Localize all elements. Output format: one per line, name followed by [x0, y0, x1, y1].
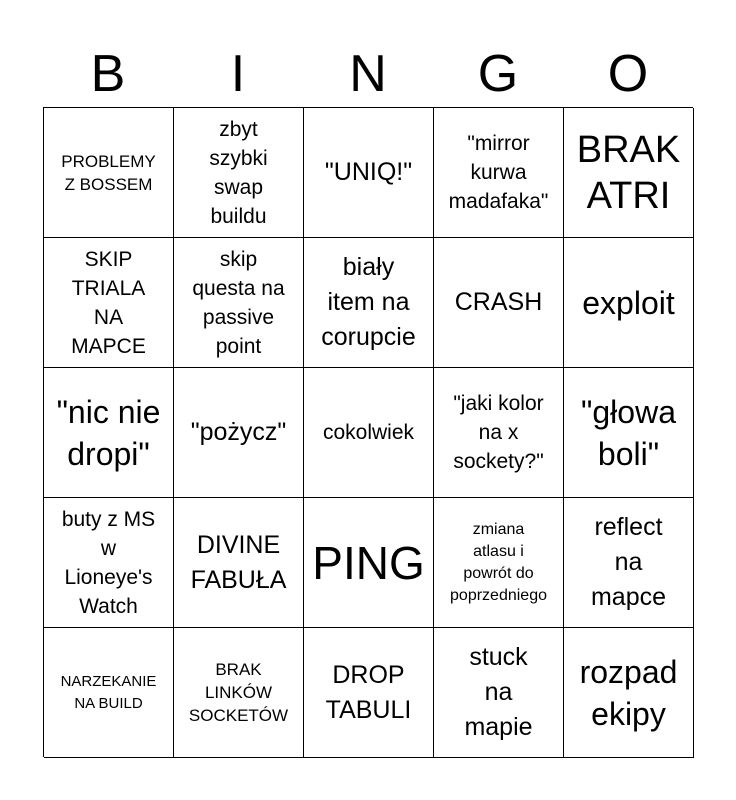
- bingo-cell[interactable]: [44, 628, 174, 758]
- bingo-cell[interactable]: [304, 108, 434, 238]
- bingo-cell-text: "UNIQ!": [324, 158, 413, 186]
- bingo-header: [43, 40, 693, 108]
- bingo-cell[interactable]: [44, 238, 174, 368]
- bingo-cell[interactable]: [564, 238, 694, 368]
- header-letter-g: G: [477, 45, 519, 103]
- bingo-cell[interactable]: [564, 368, 694, 498]
- bingo-cell-text: DROP TABULI: [325, 660, 412, 724]
- bingo-cell-text: NARZEKANIE NA BUILD: [60, 672, 157, 712]
- bingo-cell[interactable]: [44, 498, 174, 628]
- header-letter-b: B: [90, 45, 126, 103]
- bingo-cell-text: zmiana atlasu i powrót do poprzedniego: [450, 520, 547, 604]
- bingo-cell[interactable]: [564, 498, 694, 628]
- bingo-cell-text: BRAK LINKÓW SOCKETÓW: [188, 660, 289, 725]
- bingo-cell[interactable]: [174, 108, 304, 238]
- bingo-cell[interactable]: [434, 628, 564, 758]
- bingo-cell[interactable]: [434, 238, 564, 368]
- bingo-cell[interactable]: [44, 108, 174, 238]
- bingo-cell-text: stuck na mapie: [464, 643, 533, 741]
- bingo-cell-text: skip questa na passive point: [192, 247, 285, 358]
- header-letter-i: I: [230, 45, 246, 103]
- bingo-cell-text: SKIP TRIALA NA MAPCE: [71, 247, 146, 358]
- bingo-cell-text: reflect na mapce: [590, 513, 667, 611]
- bingo-cell-text: PROBLEMY Z BOSSEM: [61, 151, 156, 194]
- header-letter-n: N: [349, 45, 387, 103]
- bingo-cell[interactable]: [174, 498, 304, 628]
- bingo-cell-text: PING: [312, 536, 425, 589]
- bingo-cell-text: "jaki kolor na x sockety?": [453, 392, 544, 473]
- bingo-cell[interactable]: [564, 108, 694, 238]
- bingo-cell-text: BRAK ATRI: [576, 128, 681, 217]
- bingo-cell[interactable]: [174, 238, 304, 368]
- bingo-cell-text: DIVINE FABUŁA: [190, 530, 287, 594]
- bingo-cell[interactable]: [304, 498, 434, 628]
- bingo-cell-text: "głowa boli": [581, 393, 676, 472]
- bingo-cell-text: zbyt szybki swap buildu: [209, 117, 268, 228]
- bingo-cell[interactable]: [174, 628, 304, 758]
- bingo-cell-text: "nic nie dropi": [56, 393, 161, 472]
- bingo-cell-text: buty z MS w Lioneye's Watch: [61, 507, 156, 618]
- bingo-cell[interactable]: [434, 498, 564, 628]
- bingo-cell[interactable]: [44, 368, 174, 498]
- bingo-cell[interactable]: [174, 368, 304, 498]
- bingo-cell[interactable]: [564, 628, 694, 758]
- bingo-cell[interactable]: [304, 628, 434, 758]
- bingo-board: [43, 107, 693, 757]
- bingo-cell-text: rozpad ekipy: [579, 653, 678, 732]
- bingo-cell[interactable]: [304, 368, 434, 498]
- bingo-cell[interactable]: [434, 108, 564, 238]
- bingo-cell-text: exploit: [582, 284, 675, 321]
- bingo-cell[interactable]: [434, 368, 564, 498]
- bingo-cell-text: "mirror kurwa madafaka": [448, 132, 549, 213]
- header-letter-o: O: [607, 45, 649, 103]
- bingo-cell-text: cokolwiek: [322, 421, 415, 444]
- bingo-cell-text: biały item na corupcie: [321, 253, 416, 351]
- bingo-cell-text: CRASH: [454, 288, 543, 316]
- bingo-cell-text: "pożycz": [190, 418, 287, 446]
- bingo-cell[interactable]: [304, 238, 434, 368]
